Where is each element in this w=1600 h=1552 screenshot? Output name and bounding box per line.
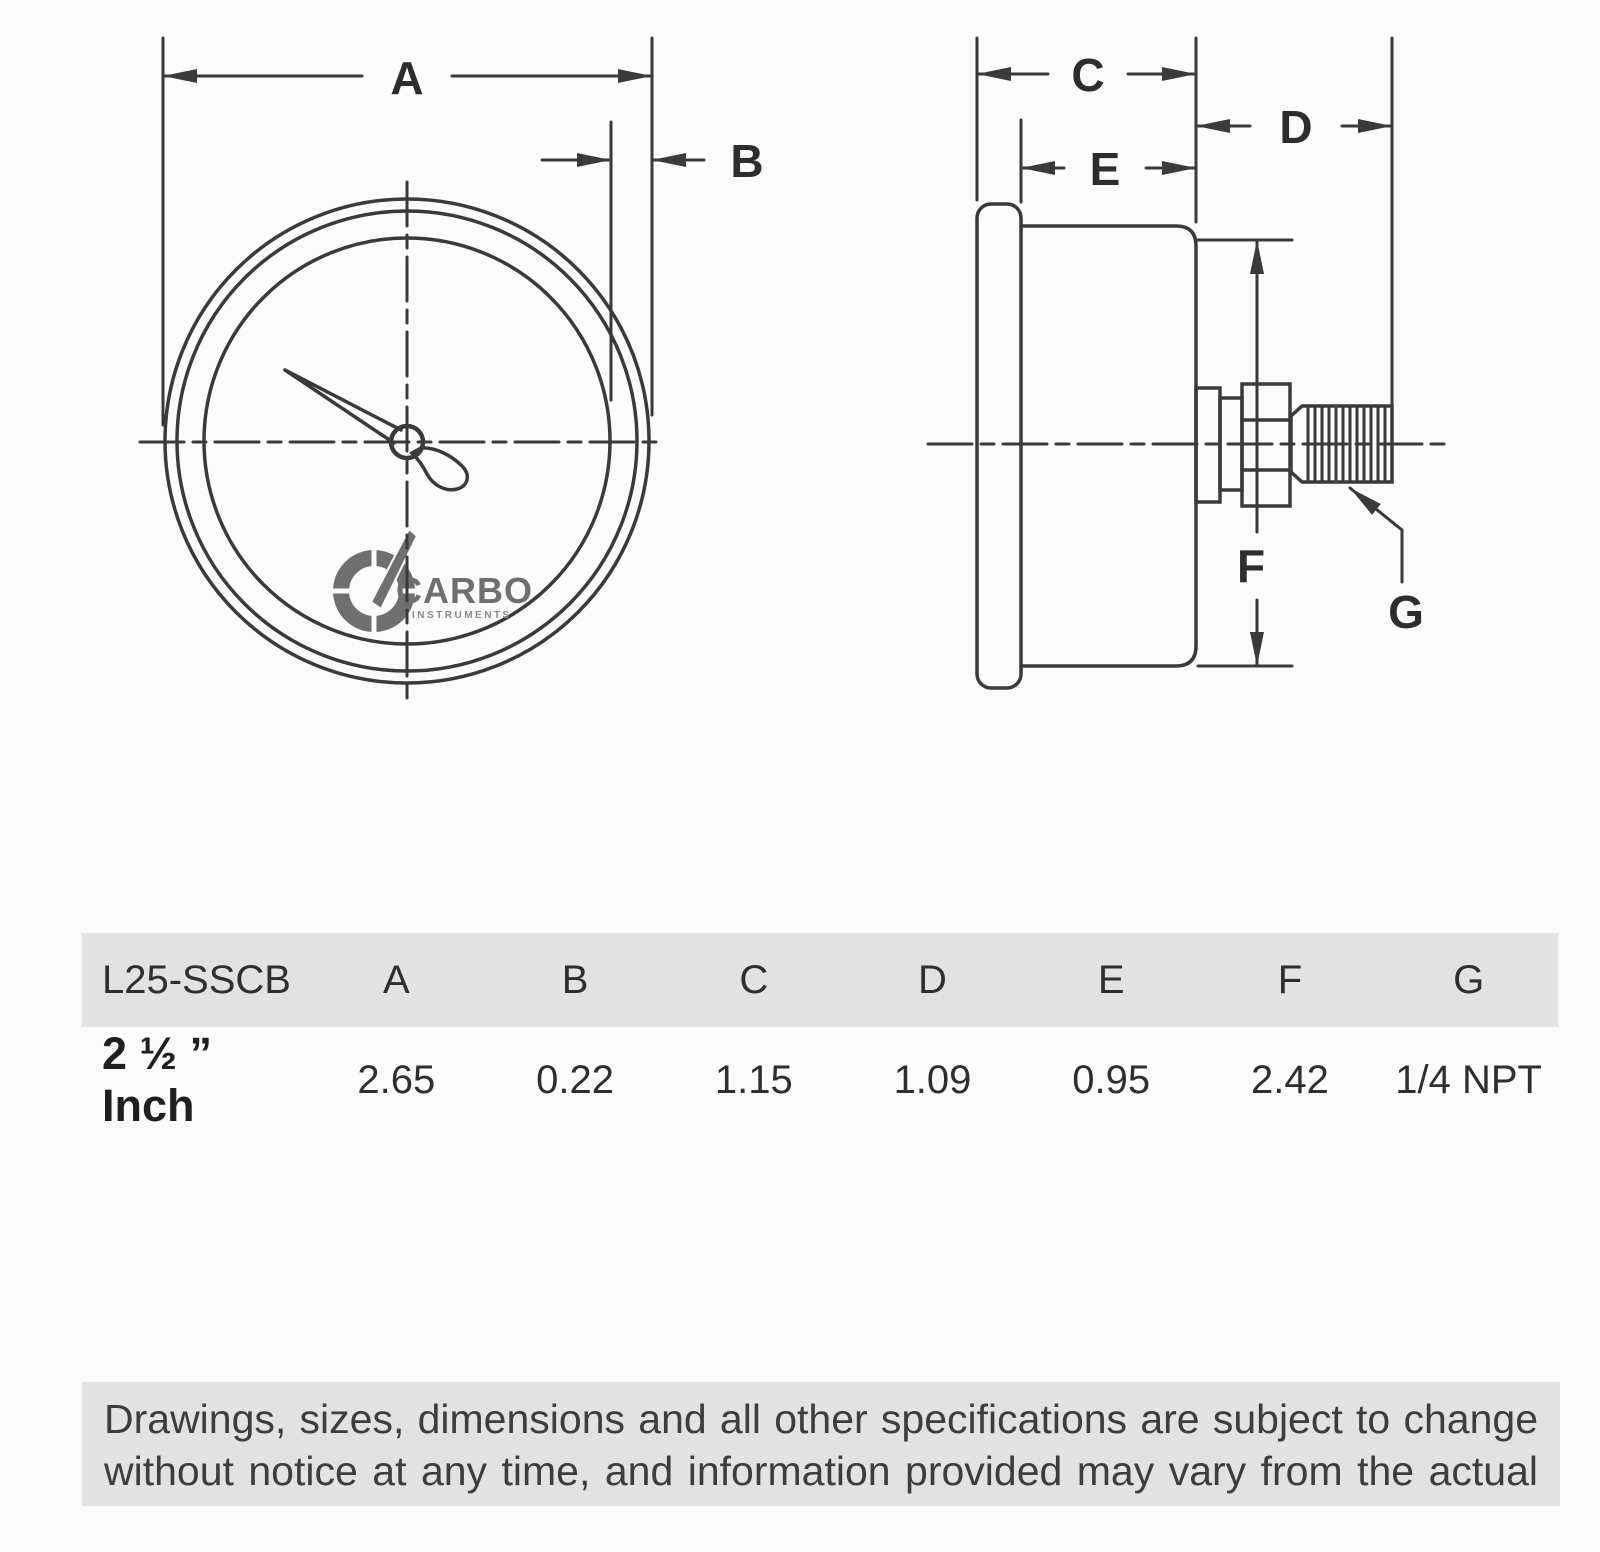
dim-b-arrow-right — [652, 153, 686, 167]
dim-f-arrow-down — [1250, 632, 1264, 666]
logo-subtitle-text: INSTRUMENTS — [412, 610, 512, 621]
value-g: 1/4 NPT — [1395, 1057, 1542, 1102]
dim-f-arrow-up — [1250, 240, 1264, 274]
value-e: 0.95 — [1072, 1057, 1151, 1102]
disclaimer-line-2: without notice at any time, and information provided may vary from the actual — [104, 1448, 1538, 1494]
dim-e-label: E — [1089, 143, 1121, 195]
disclaimer-line-1: Drawings, sizes, dimensions and all other specifications are subject to change — [104, 1396, 1538, 1442]
value-c: 1.15 — [714, 1057, 793, 1102]
disclaimer-box — [82, 1382, 1560, 1506]
value-b: 0.22 — [536, 1057, 614, 1102]
dim-a-arrow-right — [618, 69, 652, 83]
dim-a-arrow-left — [163, 69, 197, 83]
dim-a-label: A — [390, 52, 424, 104]
carbo-logo — [328, 529, 533, 637]
dim-c-label: C — [1071, 49, 1105, 101]
dim-b-label: B — [730, 135, 764, 187]
dim-c-arrow-right — [1162, 67, 1196, 81]
dimension-e — [1021, 143, 1196, 195]
value-d: 1.09 — [893, 1057, 972, 1102]
dimension-f — [1198, 240, 1292, 666]
col-header-b: B — [561, 957, 589, 1002]
dim-e-arrow-right — [1162, 161, 1196, 175]
value-a: 2.65 — [357, 1057, 436, 1102]
needle-blade — [285, 370, 401, 443]
model-number: L25-SSCB — [102, 957, 291, 1002]
col-header-g: G — [1453, 957, 1485, 1002]
dim-f-label: F — [1236, 540, 1266, 592]
dim-d-label: D — [1279, 101, 1313, 153]
dim-b-arrow-left — [577, 153, 611, 167]
col-header-a: A — [383, 957, 410, 1002]
bezel-side-profile — [977, 204, 1021, 688]
spec-table-row — [82, 1028, 1558, 1131]
side-view — [928, 38, 1448, 688]
dimension-d — [1196, 101, 1392, 153]
col-header-e: E — [1097, 957, 1125, 1002]
dim-c-arrow-left — [977, 67, 1011, 81]
dim-d-arrow-right — [1358, 119, 1392, 133]
value-f: 2.42 — [1250, 1057, 1329, 1102]
dimension-g — [1346, 483, 1424, 638]
logo-brand-text: CARBO — [396, 570, 533, 611]
gauge-size-label: 2 ½ ” Inch — [102, 1028, 213, 1131]
col-header-c: C — [739, 957, 769, 1002]
dim-d-arrow-left — [1196, 119, 1230, 133]
case-side-profile — [1021, 226, 1196, 666]
dimension-c — [977, 49, 1196, 101]
spec-table-header — [82, 933, 1558, 1027]
dim-g-label: G — [1388, 586, 1424, 638]
col-header-d: D — [918, 957, 947, 1002]
col-header-f: F — [1277, 957, 1303, 1002]
dim-e-arrow-left — [1021, 161, 1055, 175]
front-view — [140, 38, 764, 702]
